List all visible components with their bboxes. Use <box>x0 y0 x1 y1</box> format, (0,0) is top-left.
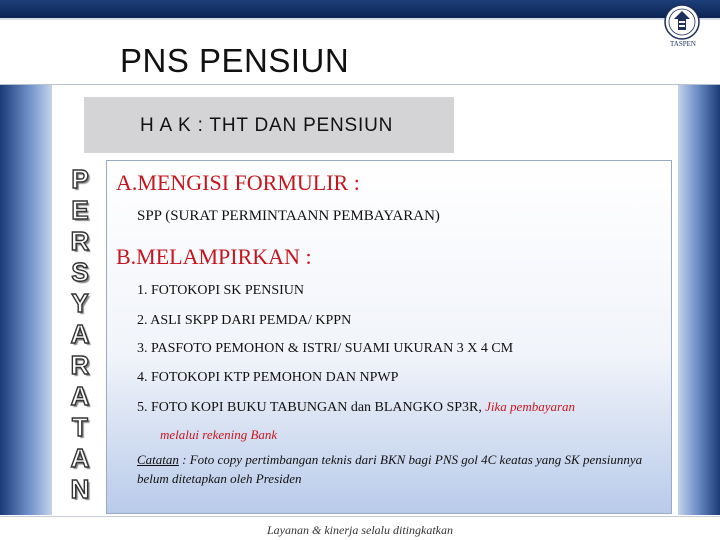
page-title: PNS PENSIUN <box>120 42 350 79</box>
top-bar <box>0 0 720 18</box>
top-bar-divider <box>0 18 720 20</box>
svg-text:TASPEN: TASPEN <box>670 40 696 48</box>
list-item: 4. FOTOKOPI KTP PEMOHON DAN NPWP <box>137 370 399 385</box>
vertical-letter: A <box>70 381 90 411</box>
title-divider <box>0 84 720 85</box>
vertical-letter: T <box>72 412 88 442</box>
list-item: 2. ASLI SKPP DARI PEMDA/ KPPN <box>137 313 352 328</box>
vertical-letter: R <box>70 226 90 256</box>
vertical-letter: N <box>70 474 90 504</box>
svg-text:Layanan & kinerja selalu ditin: Layanan & kinerja selalu ditingkatkan <box>267 523 453 537</box>
list-item: 3. PASFOTO PEMOHON & ISTRI/ SUAMI UKURAN 3 X 4 CM <box>137 341 514 356</box>
vertical-letter: S <box>71 257 89 287</box>
subtitle: H A K : THT DAN PENSIUN <box>140 115 394 136</box>
note-text: : Foto copy pertimbangan teknis dari BKN bagi PNS gol 4C keatas yang SK pensiunnya belum ditetapkan oleh Presiden <box>137 452 643 486</box>
right-decor-stripe <box>678 85 720 515</box>
vertical-letter: P <box>71 164 89 194</box>
list-item-text: 5. FOTO KOPI BUKU TABUNGAN dan BLANGKO SP3R, <box>137 400 482 415</box>
vertical-letter: A <box>70 319 90 349</box>
footer-motto <box>240 520 480 540</box>
left-decor-stripe <box>0 85 52 515</box>
vertical-letter: E <box>71 195 89 225</box>
section-a-heading: A.MENGISI FORMULIR : <box>116 170 360 195</box>
list-item-condition: Jika pembayaran <box>481 399 576 414</box>
taspen-logo-icon <box>660 2 708 48</box>
vertical-label <box>62 164 98 505</box>
note <box>137 450 667 488</box>
section-b-heading: B.MELAMPIRKAN : <box>116 244 312 269</box>
vertical-letter: R <box>70 350 90 380</box>
vertical-letter: A <box>70 443 90 473</box>
list-item <box>137 399 575 416</box>
vertical-letter: Y <box>71 288 89 318</box>
section-a-subtext: SPP (SURAT PERMINTAANN PEMBAYARAN) <box>137 208 440 224</box>
list-item: 1. FOTOKOPI SK PENSIUN <box>137 283 304 298</box>
footer-divider <box>0 516 720 517</box>
list-item-condition-continued: melalui rekening Bank <box>160 427 278 442</box>
note-label: Catatan <box>137 452 179 467</box>
